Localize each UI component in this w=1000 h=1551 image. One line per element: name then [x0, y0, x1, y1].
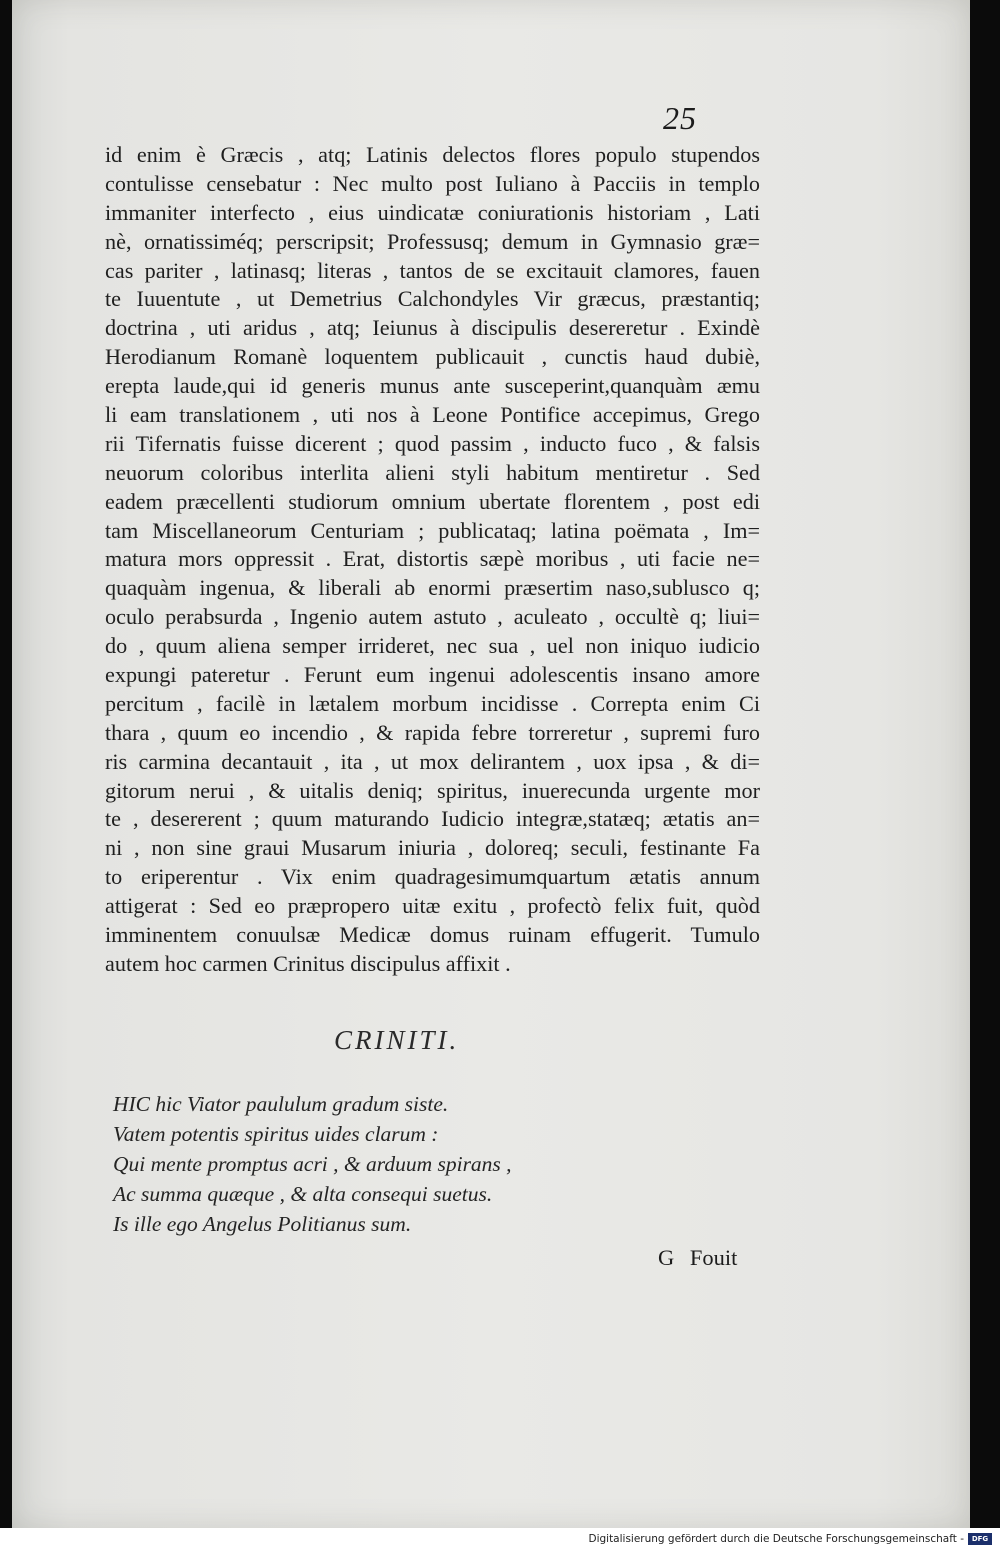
- text-line: ris carmina decantauit , ita , ut mox delirantem , uox ipsa , & di=: [105, 748, 760, 774]
- body-text: [105, 141, 760, 979]
- epitaph-poem: [113, 1089, 583, 1239]
- text-line: quaquàm ingenua, & liberali ab enormi præsertim naso,sublusco q;: [105, 575, 760, 601]
- text-line: te , desererent ; quum maturando Iudicio integræ,statæq; ætatis an=: [105, 806, 760, 832]
- page-number: 25: [663, 100, 697, 136]
- text-line: expungi pateretur . Ferunt eum ingenui adolescentis insano amore: [105, 662, 760, 688]
- poem-line: Ac summa quæque , & alta consequi suetus.: [113, 1182, 493, 1206]
- text-line: contulisse censebatur : Nec multo post Iuliano à Pacciis in templo: [105, 170, 760, 196]
- text-line: ni , non sine graui Musarum iniuria , doloreq; seculi, festinante Fa: [105, 835, 760, 861]
- text-line: erepta laude,qui id generis munus ante susceperint,quanquàm æmu: [105, 373, 760, 399]
- dfg-logo-icon: DFG: [968, 1533, 992, 1545]
- poem-line: Vatem potentis spiritus uides clarum :: [113, 1122, 439, 1146]
- poem-line: Is ille ego Angelus Politianus sum.: [113, 1212, 412, 1236]
- text-line: doctrina , uti aridus , atq; Ieiunus à discipulis desereretur . Exindè: [105, 315, 760, 341]
- text-line: to eriperentur . Vix enim quadragesimumquartum ætatis annum: [105, 864, 760, 890]
- text-line: imminentem conuulsæ Medicæ domus ruinam effugerit. Tumulo: [105, 922, 760, 948]
- document-page: [12, 0, 970, 1528]
- text-line: cas pariter , latinasq; literas , tantos de se excitauit clamores, fauen: [105, 257, 760, 283]
- text-line: Herodianum Romanè loquentem publicauit , cunctis haud dubiè,: [105, 344, 760, 370]
- poem-line: HIC hic Viator paululum gradum siste.: [113, 1092, 449, 1116]
- funding-notice: Digitalisierung gefördert durch die Deutsche Forschungsgemeinschaft -: [588, 1533, 964, 1545]
- text-line: li eam translationem , uti nos à Leone Pontifice accepimus, Grego: [105, 402, 760, 428]
- text-line: thara , quum eo incendio , & rapida febre torreretur , supremi furo: [105, 719, 760, 745]
- text-line: id enim è Græcis , atq; Latinis delectos flores populo stupendos: [105, 142, 760, 167]
- footer-bar: [0, 1528, 1000, 1551]
- signature-catchword: G Fouit: [658, 1245, 738, 1270]
- text-line: te Iuuentute , ut Demetrius Calchondyles Vir græcus, præstantiq;: [105, 286, 760, 312]
- section-heading: CRINITI.: [334, 1025, 460, 1055]
- text-line: gitorum nerui , & uitalis deniq; spiritus, inuerecunda urgente mor: [105, 777, 760, 803]
- text-line: neuorum coloribus interlita alieni styli habitum mentiretur . Sed: [105, 459, 760, 485]
- text-line: matura mors oppressit . Erat, distortis sæpè moribus , uti facie ne=: [105, 546, 760, 572]
- text-line: do , quum aliena semper irrideret, nec sua , uel non iniquo iudicio: [105, 633, 760, 659]
- text-line: attigerat : Sed eo præpropero uitæ exitu , profectò felix fuit, quòd: [105, 893, 760, 919]
- text-line: eadem præcellenti studiorum omnium ubertate florentem , post edi: [105, 488, 760, 514]
- text-line: oculo perabsurda , Ingenio autem astuto , aculeato , occultè q; liui=: [105, 604, 760, 630]
- text-line: autem hoc carmen Crinitus discipulus affixit .: [105, 950, 511, 976]
- text-line: tam Miscellaneorum Centuriam ; publicataq; latina poëmata , Im=: [105, 517, 760, 543]
- text-line: percitum , facilè in lætalem morbum incidisse . Correpta enim Ci: [105, 690, 760, 716]
- text-line: rii Tifernatis fuisse dicerent ; quod passim , inducto fuco , & falsis: [105, 430, 760, 456]
- poem-line: Qui mente promptus acri , & arduum spirans ,: [113, 1152, 512, 1176]
- text-line: nè, ornatissiméq; perscripsit; Professusq; demum in Gymnasio græ=: [105, 228, 760, 254]
- text-line: immaniter interfecto , eius uindicatæ coniurationis historiam , Lati: [105, 199, 760, 225]
